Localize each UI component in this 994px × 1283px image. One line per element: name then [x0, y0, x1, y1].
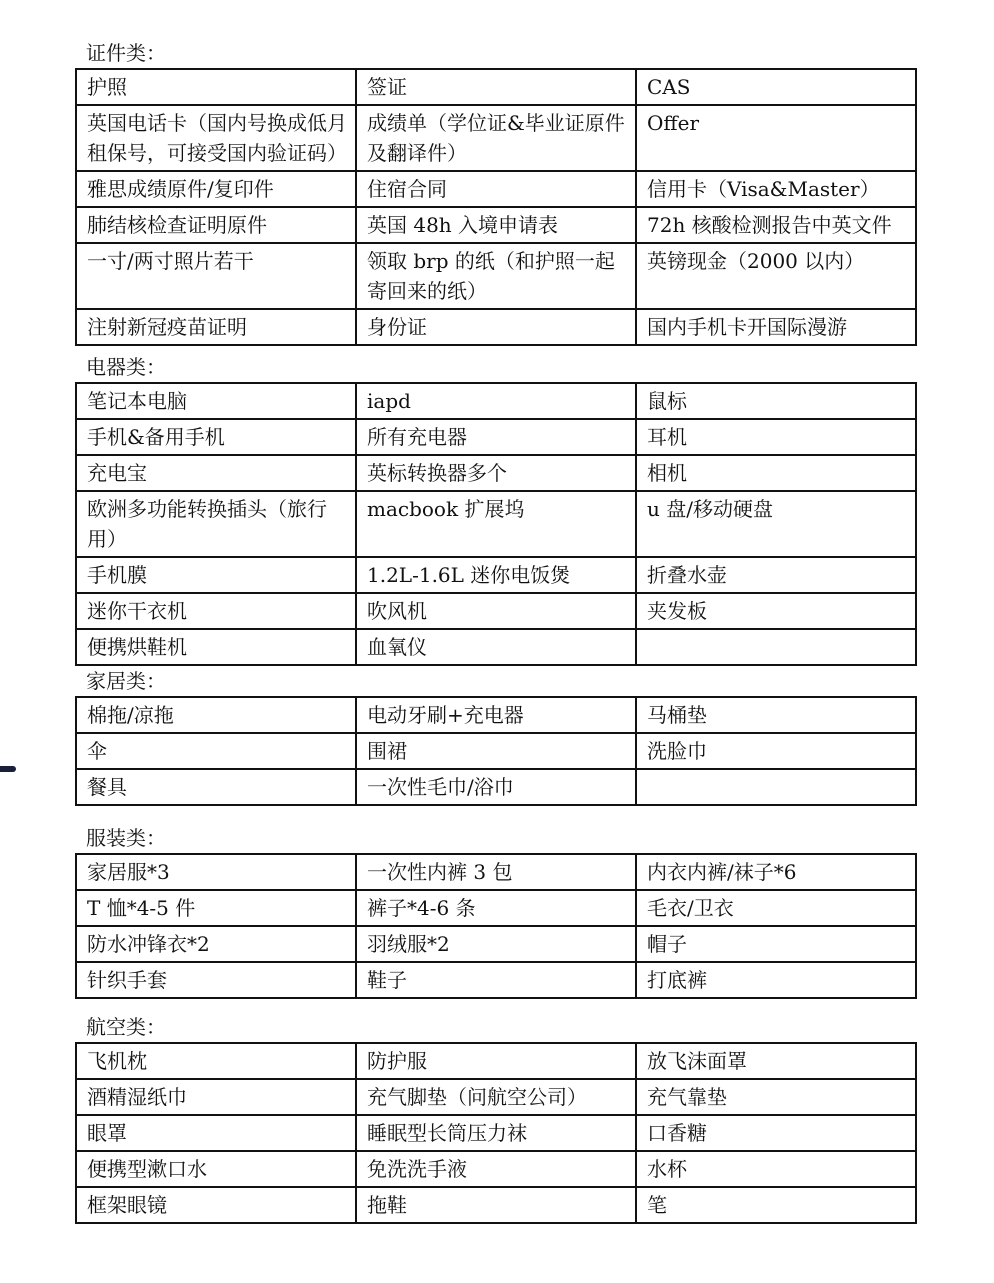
table-row [76, 455, 916, 491]
table-cell: 餐具 [76, 769, 356, 805]
table-cell: iapd [356, 383, 636, 419]
table-cell: 一次性毛巾/浴巾 [356, 769, 636, 805]
section-title-clothing: 服装类： [86, 826, 166, 850]
table-cell: 帽子 [636, 926, 916, 962]
table-cell: 睡眠型长筒压力袜 [356, 1115, 636, 1151]
table-cell: 迷你干衣机 [76, 593, 356, 629]
table-cell: 毛衣/卫衣 [636, 890, 916, 926]
table-row [76, 962, 916, 998]
table-cell: macbook 扩展坞 [356, 491, 636, 557]
table-row [76, 69, 916, 105]
table-cell: 酒精湿纸巾 [76, 1079, 356, 1115]
table-row [76, 243, 916, 309]
table-cell: 拖鞋 [356, 1187, 636, 1223]
table-row [76, 854, 916, 890]
table-row [76, 171, 916, 207]
table-cell: 英镑现金（2000 以内） [636, 243, 916, 309]
electronics-table [75, 382, 917, 666]
table-cell: 欧洲多功能转换插头（旅行用） [76, 491, 356, 557]
section-title-household: 家居类： [86, 669, 166, 693]
table-cell: 电动牙刷+充电器 [356, 697, 636, 733]
table-cell: 鼠标 [636, 383, 916, 419]
table-cell: 马桶垫 [636, 697, 916, 733]
table-cell: 伞 [76, 733, 356, 769]
table-cell: 框架眼镜 [76, 1187, 356, 1223]
section-title-flight: 航空类： [86, 1015, 166, 1039]
table-cell: 英国电话卡（国内号换成低月租保号，可接受国内验证码） [76, 105, 356, 171]
table-cell: 便携型漱口水 [76, 1151, 356, 1187]
table-cell: Offer [636, 105, 916, 171]
section-title-documents: 证件类： [86, 41, 166, 65]
table-cell: 成绩单（学位证&毕业证原件及翻译件） [356, 105, 636, 171]
table-cell: 眼罩 [76, 1115, 356, 1151]
table-cell: 笔 [636, 1187, 916, 1223]
table-cell: 身份证 [356, 309, 636, 345]
table-cell: 家居服*3 [76, 854, 356, 890]
table-row [76, 629, 916, 665]
table-cell: 裤子*4-6 条 [356, 890, 636, 926]
clothing-table [75, 853, 917, 999]
table-row [76, 733, 916, 769]
table-cell: 飞机枕 [76, 1043, 356, 1079]
table-cell: 手机&备用手机 [76, 419, 356, 455]
table-cell: 肺结核检查证明原件 [76, 207, 356, 243]
table-cell: 英标转换器多个 [356, 455, 636, 491]
table-row [76, 419, 916, 455]
table-cell: 口香糖 [636, 1115, 916, 1151]
table-cell: 充气靠垫 [636, 1079, 916, 1115]
table-cell [636, 769, 916, 805]
table-cell: u 盘/移动硬盘 [636, 491, 916, 557]
documents-table [75, 68, 917, 346]
table-cell [636, 629, 916, 665]
table-row [76, 557, 916, 593]
table-cell: 防水冲锋衣*2 [76, 926, 356, 962]
table-row [76, 890, 916, 926]
flight-table [75, 1042, 917, 1224]
table-row [76, 309, 916, 345]
table-row [76, 1187, 916, 1223]
table-cell: 耳机 [636, 419, 916, 455]
table-cell: 雅思成绩原件/复印件 [76, 171, 356, 207]
table-cell: 护照 [76, 69, 356, 105]
table-cell: 相机 [636, 455, 916, 491]
table-row [76, 383, 916, 419]
table-cell: 一寸/两寸照片若干 [76, 243, 356, 309]
table-cell: 洗脸巾 [636, 733, 916, 769]
table-cell: 所有充电器 [356, 419, 636, 455]
page-edge-marker [0, 766, 16, 772]
table-cell: 吹风机 [356, 593, 636, 629]
table-row [76, 697, 916, 733]
table-cell: 夹发板 [636, 593, 916, 629]
table-cell: 笔记本电脑 [76, 383, 356, 419]
table-cell: T 恤*4-5 件 [76, 890, 356, 926]
table-cell: CAS [636, 69, 916, 105]
table-cell: 羽绒服*2 [356, 926, 636, 962]
table-cell: 1.2L-1.6L 迷你电饭煲 [356, 557, 636, 593]
table-cell: 签证 [356, 69, 636, 105]
table-cell: 针织手套 [76, 962, 356, 998]
table-cell: 一次性内裤 3 包 [356, 854, 636, 890]
table-cell: 打底裤 [636, 962, 916, 998]
table-row [76, 926, 916, 962]
table-cell: 手机膜 [76, 557, 356, 593]
table-cell: 充电宝 [76, 455, 356, 491]
table-cell: 国内手机卡开国际漫游 [636, 309, 916, 345]
table-cell: 住宿合同 [356, 171, 636, 207]
table-cell: 折叠水壶 [636, 557, 916, 593]
table-cell: 防护服 [356, 1043, 636, 1079]
table-row [76, 1043, 916, 1079]
table-cell: 充气脚垫（问航空公司） [356, 1079, 636, 1115]
household-table [75, 696, 917, 806]
table-cell: 棉拖/凉拖 [76, 697, 356, 733]
section-title-electronics: 电器类： [86, 355, 166, 379]
table-cell: 水杯 [636, 1151, 916, 1187]
table-cell: 领取 brp 的纸（和护照一起寄回来的纸） [356, 243, 636, 309]
table-row [76, 593, 916, 629]
table-cell: 放飞沫面罩 [636, 1043, 916, 1079]
table-cell: 信用卡（Visa&Master） [636, 171, 916, 207]
table-row [76, 491, 916, 557]
table-row [76, 1151, 916, 1187]
table-cell: 围裙 [356, 733, 636, 769]
table-cell: 注射新冠疫苗证明 [76, 309, 356, 345]
table-row [76, 769, 916, 805]
table-cell: 便携烘鞋机 [76, 629, 356, 665]
table-cell: 免洗洗手液 [356, 1151, 636, 1187]
table-cell: 英国 48h 入境申请表 [356, 207, 636, 243]
table-cell: 鞋子 [356, 962, 636, 998]
table-row [76, 1079, 916, 1115]
table-row [76, 105, 916, 171]
table-row [76, 207, 916, 243]
table-cell: 内衣内裤/袜子*6 [636, 854, 916, 890]
table-cell: 血氧仪 [356, 629, 636, 665]
table-row [76, 1115, 916, 1151]
table-cell: 72h 核酸检测报告中英文件 [636, 207, 916, 243]
